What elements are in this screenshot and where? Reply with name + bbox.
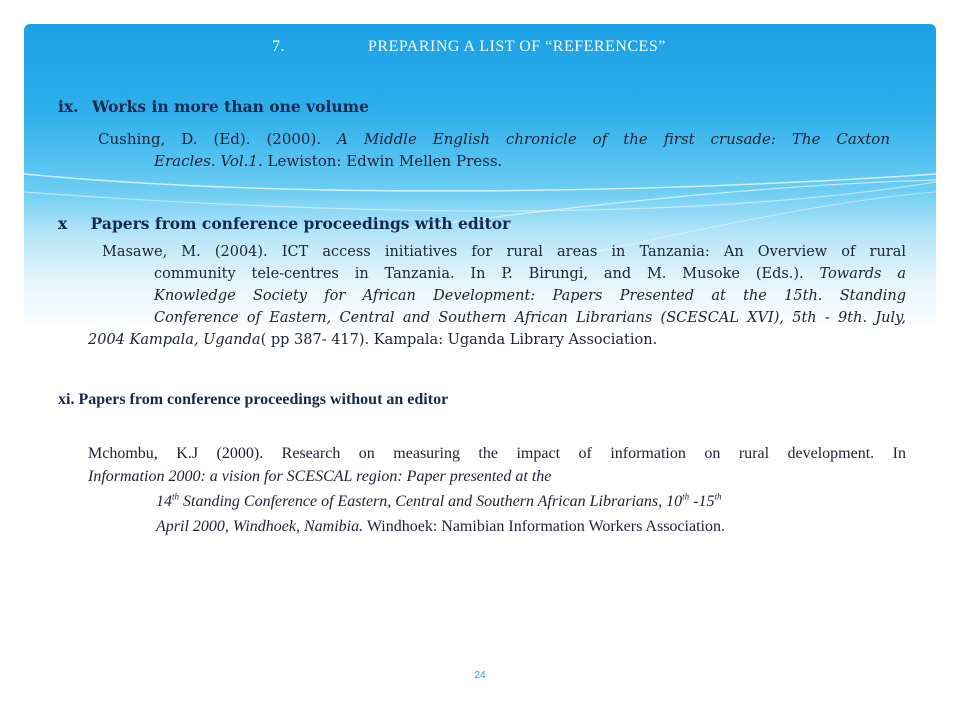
reference-mchombu-line-4: April 2000, Windhoek, Namibia. Windhoek: Namibian Information Workers Association. — [156, 518, 725, 535]
reference-masawe-line-4: Conference of Eastern, Central and Southern African Librarians (SCESCAL XVI), 5th - 9th. July, — [154, 310, 906, 326]
page-number: 24 — [474, 670, 486, 681]
section-x-label: x — [58, 214, 68, 233]
title-number: 7. — [272, 38, 285, 55]
reference-masawe-line-1: Masawe, M. (2004). ICT access initiatives for rural areas in Tanzania: An Overview of rural — [102, 244, 906, 260]
reference-cushing — [98, 128, 890, 172]
section-ix-label: ix. — [58, 97, 79, 116]
section-xi-label: xi. — [58, 391, 75, 408]
section-ix-title: Works in more than one volume — [91, 97, 369, 116]
reference-cushing-line-1: Cushing, D. (Ed). (2000). A Middle English chronicle of the first crusade: The Caxton — [98, 130, 890, 148]
reference-mchombu-line-3: 14th Standing Conference of Eastern, Central and Southern African Librarians, 10th -15th — [156, 491, 722, 510]
reference-cushing-line-2: Eracles. Vol.1. Lewiston: Edwin Mellen Press. — [154, 152, 503, 170]
reference-mchombu — [88, 442, 906, 538]
section-ix-heading — [58, 97, 369, 116]
section-x-heading — [58, 214, 510, 233]
title-text: PREPARING A LIST OF “REFERENCES” — [368, 38, 666, 55]
section-xi-heading — [58, 391, 448, 409]
section-x-title: Papers from conference proceedings with editor — [90, 214, 511, 233]
reference-mchombu-line-1: Mchombu, K.J (2000). Research on measuring the impact of information on rural development. In — [88, 445, 906, 462]
reference-masawe-line-2: community tele-centres in Tanzania. In P. Birungi, and M. Musoke (Eds.). Towards a — [154, 266, 906, 282]
reference-masawe — [88, 241, 906, 351]
reference-masawe-line-3: Knowledge Society for African Development: Papers Presented at the 15th. Standing — [154, 288, 906, 304]
reference-mchombu-line-2: Information 2000: a vision for SCESCAL region: Paper presented at the — [88, 468, 552, 485]
reference-masawe-line-5: 2004 Kampala, Uganda( pp 387- 417). Kampala: Uganda Library Association. — [88, 332, 658, 348]
section-xi-title: Papers from conference proceedings without an editor — [78, 391, 449, 408]
